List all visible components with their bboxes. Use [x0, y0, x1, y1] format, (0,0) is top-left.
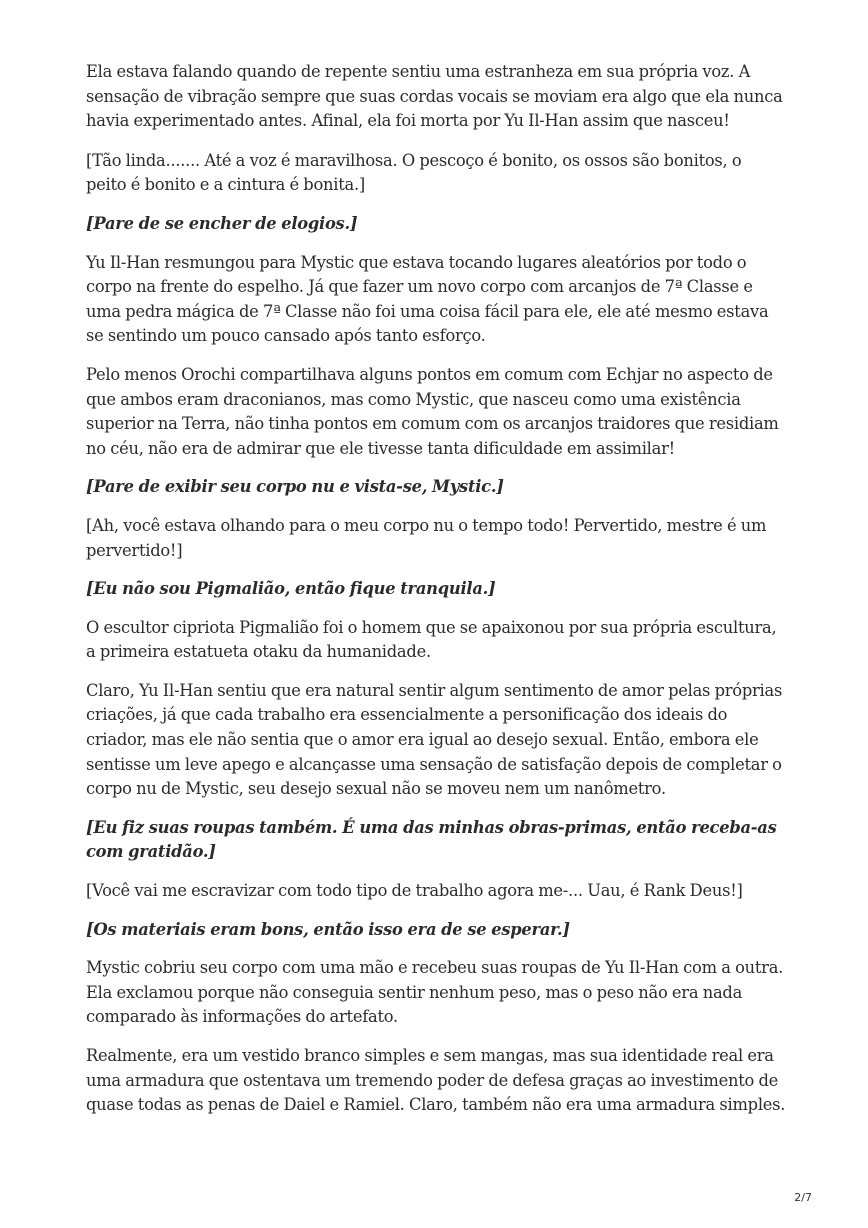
emphasis-paragraph: [Eu fiz suas roupas também. É uma das minhas obras-primas, então receba-as com gratidão.] — [86, 817, 777, 862]
paragraph: [Você vai me escravizar com todo tipo de trabalho agora me-... Uau, é Rank Deus!] — [86, 881, 743, 901]
paragraph: Pelo menos Orochi compartilhava alguns pontos em comum com Echjar no aspecto de que ambos eram draconianos, mas como Mystic, que nasceu como uma existência superior na Terra, não tinha pontos em comum com os arcanjos traidores que residiam no céu, não era de admirar que ele tivesse tanta dificuldade em assimilar! — [86, 364, 779, 458]
paragraph: Yu Il-Han resmungou para Mystic que estava tocando lugares aleatórios por todo o corpo na frente do espelho. Já que fazer um novo corpo com arcanjos de 7ª Classe e uma pedra mágica de 7ª Classe não foi uma coisa fácil para ele, ele até mesmo estava se sentindo um pouco cansado após tanto esforço. — [86, 252, 769, 346]
emphasis-paragraph: [Eu não sou Pigmalião, então fique tranquila.] — [86, 579, 496, 599]
paragraph: Mystic cobriu seu corpo com uma mão e recebeu suas roupas de Yu Il-Han com a outra. Ela exclamou porque não conseguia sentir nenhum peso, mas o peso não era nada comparado às informações do artefato. — [86, 958, 784, 1027]
paragraph: [Tão linda....... Até a voz é maravilhosa. O pescoço é bonito, os ossos são bonitos, o peito é bonito e a cintura é bonita.] — [86, 150, 742, 195]
page-number: 2/7 — [794, 1191, 812, 1204]
paragraph: Claro, Yu Il-Han sentiu que era natural sentir algum sentimento de amor pelas próprias criações, já que cada trabalho era essencialmente a personificação dos ideais do criador, mas ele não sentia que o amor era igual ao desejo sexual. Então, embora ele sentisse um leve apego e alcançasse uma sensação de satisfação depois de completar o corpo nu de Mystic, seu desejo sexual não se moveu nem um nanômetro. — [86, 680, 783, 799]
paragraph: Realmente, era um vestido branco simples e sem mangas, mas sua identidade real era uma armadura que ostentava um tremendo poder de defesa graças ao investimento de quase todas as penas de Daiel e Ramiel. Claro, também não era uma armadura simples. — [86, 1046, 786, 1115]
emphasis-paragraph: [Pare de exibir seu corpo nu e vista-se, Mystic.] — [86, 477, 504, 497]
paragraph: O escultor cipriota Pigmalião foi o homem que se apaixonou por sua própria escultura, a primeira estatueta otaku da humanidade. — [86, 617, 777, 662]
document-page — [86, 60, 786, 1132]
paragraph: Ela estava falando quando de repente sentiu uma estranheza em sua própria voz. A sensação de vibração sempre que suas cordas vocais se moviam era algo que ela nunca havia experimentado antes. Afinal, ela foi morta por Yu Il-Han assim que nasceu! — [86, 62, 783, 131]
emphasis-paragraph: [Os materiais eram bons, então isso era de se esperar.] — [86, 919, 570, 939]
paragraph: [Ah, você estava olhando para o meu corpo nu o tempo todo! Pervertido, mestre é um pervertido!] — [86, 515, 767, 560]
emphasis-paragraph: [Pare de se encher de elogios.] — [86, 213, 358, 233]
